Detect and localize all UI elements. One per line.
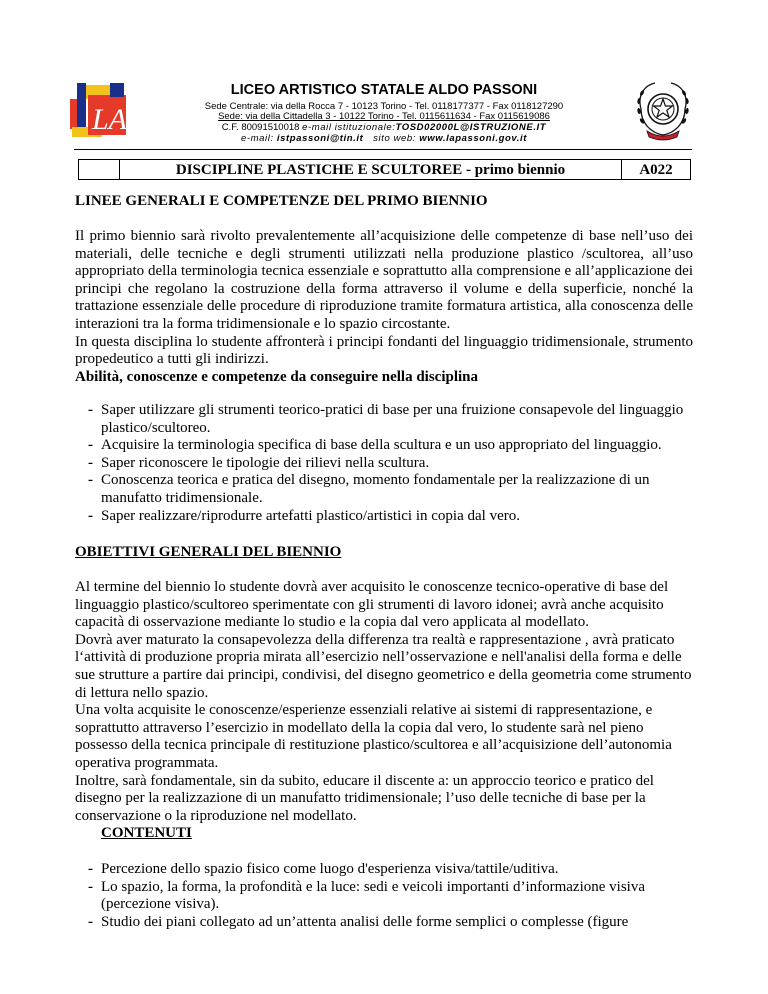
discipline-code: A022 <box>639 162 673 178</box>
email-label: e-mail: <box>240 133 277 144</box>
tax-code: C.F. 80091510018 <box>221 122 303 133</box>
section-heading-contenuti: CONTENUTI <box>101 825 192 841</box>
list-item: - Saper utilizzare gli strumenti teorico-pratici di base per una fruizione consapevole del linguaggio plastico/scultoreo. <box>75 402 693 437</box>
list-item: - Conoscenza teorica e pratica del disegno, momento fondamentale per la realizzazione di un manufatto tridimensionale. <box>75 472 693 507</box>
central-office-address: Sede Centrale: via della Rocca 7 - 10123 Torino - Tel. 0118177377 - Fax 0118127290 <box>204 101 564 112</box>
abilita-list-container <box>75 402 693 525</box>
school-logo-icon <box>70 83 134 143</box>
republic-emblem-icon <box>633 79 693 143</box>
school-name: LICEO ARTISTICO STATALE ALDO PASSONI <box>230 82 538 98</box>
paragraph: Al termine del biennio lo studente dovrà aver acquisito le conoscenze tecnico-operative di base del linguaggio plastico/scultoreo sperimentate con gli strumenti di lavoro idonei; avrà anche acquisito capacità di osservazione mediante lo studio e la copia dal vero applicata al modellato. <box>75 579 669 631</box>
paragraph: Dovrà aver maturato la consapevolezza della differenza tra realtà e rappresentazione , avrà praticato l‘attività di produzione propria mirata all’esercizio nell’osservazione e nell'analisi della forma e delle sue strutture a partire dai principi, condivisi, del disegno geometrico e della geometria come strumento di lettura nello spazio. <box>75 631 692 701</box>
secondary-office-address: Sede: via della Cittadella 3 - 10122 Torino - Tel. 0115611634 - Fax 0115619086 <box>218 111 550 122</box>
paragraph: Inoltre, sarà fondamentale, sin da subito, educare il discente a: un approccio teorico e pratico del disegno per la realizzazione di un manufatto tridimensionale; l’uso delle tecniche di base per la conservazione o la riproduzione nel modellato. <box>75 772 654 824</box>
header-divider <box>74 149 692 150</box>
list-item: - Saper riconoscere le tipologie dei rilievi nella scultura. <box>75 455 693 473</box>
abilita-list <box>75 402 693 525</box>
school-email[interactable]: istpassoni@tin.it <box>276 133 364 144</box>
school-website[interactable]: www.lapassoni.gov.it <box>419 133 528 144</box>
institutional-email[interactable]: TOSD02000L@ISTRUZIONE.IT <box>395 122 547 133</box>
section-heading-linee: LINEE GENERALI E COMPETENZE DEL PRIMO BIENNIO <box>75 193 488 209</box>
discipline-empty-cell <box>79 160 120 179</box>
institutional-email-label: e-mail istituzionale: <box>302 122 396 133</box>
section-linee-body <box>75 228 693 369</box>
list-item: - Saper realizzare/riprodurre artefatti plastico/artistici in copia dal vero. <box>75 508 693 526</box>
svg-text:LA: LA <box>92 103 128 136</box>
contact-line <box>150 133 618 144</box>
list-item: - Acquisire la terminologia specifica di base della scultura e un uso appropriato del linguaggio. <box>75 437 693 455</box>
list-item: - Studio dei piani collegato ad un’attenta analisi delle forme semplici o complesse (figure <box>75 914 693 932</box>
discipline-table <box>78 159 691 180</box>
paragraph: Il primo biennio sarà rivolto prevalentemente all’acquisizione delle competenze di base nell’uso dei materiali, delle tecniche e degli strumenti utilizzati nella produzione plastico /scultorea, all’uso appropriato della terminologia tecnica essenziale e soprattutto alla comprensione e all’applicazione dei principi che regolano la costruzione della forma attraverso il volume e della superficie, nonché la trattazione essenziale delle procedure di riproduzione tramite formatura artistica, alla conoscenza delle interazioni tra la forma tridimensionale e lo spazio circostante. <box>75 228 693 332</box>
list-item: - Lo spazio, la forma, la profondità e la luce: sedi e veicoli importanti d’informazione visiva (percezione visiva). <box>75 879 693 914</box>
contenuti-list <box>75 861 693 931</box>
list-item: - Percezione dello spazio fisico come luogo d'esperienza visiva/tattile/uditiva. <box>75 861 693 879</box>
paragraph: Una volta acquisite le conoscenze/esperienze essenziali relative ai sistemi di rappresentazione, e soprattutto attraverso l’esercizio in modellato della la copia dal vero, lo studente sarà nel pieno possesso della tecnica principale di restituzione plastico/scultorea e all’acquisizione dell’autonomia operativa programmata. <box>75 702 672 771</box>
paragraph: In questa disciplina lo studente affronterà i principi fondanti del linguaggio tridimensionale, strumento propedeutico a tutti gli indirizzi. <box>75 333 693 368</box>
website-label: sito web: <box>363 133 420 144</box>
discipline-title: DISCIPLINE PLASTICHE E SCULTOREE - primo biennio <box>120 160 622 179</box>
section-heading-obiettivi: OBIETTIVI GENERALI DEL BIENNIO <box>75 544 342 560</box>
contenuti-list-container <box>75 861 693 931</box>
tax-code-email-line <box>150 122 618 133</box>
obiettivi-body <box>75 579 693 825</box>
section-heading-abilita: Abilità, conoscenze e competenze da conseguire nella disciplina <box>75 369 479 385</box>
